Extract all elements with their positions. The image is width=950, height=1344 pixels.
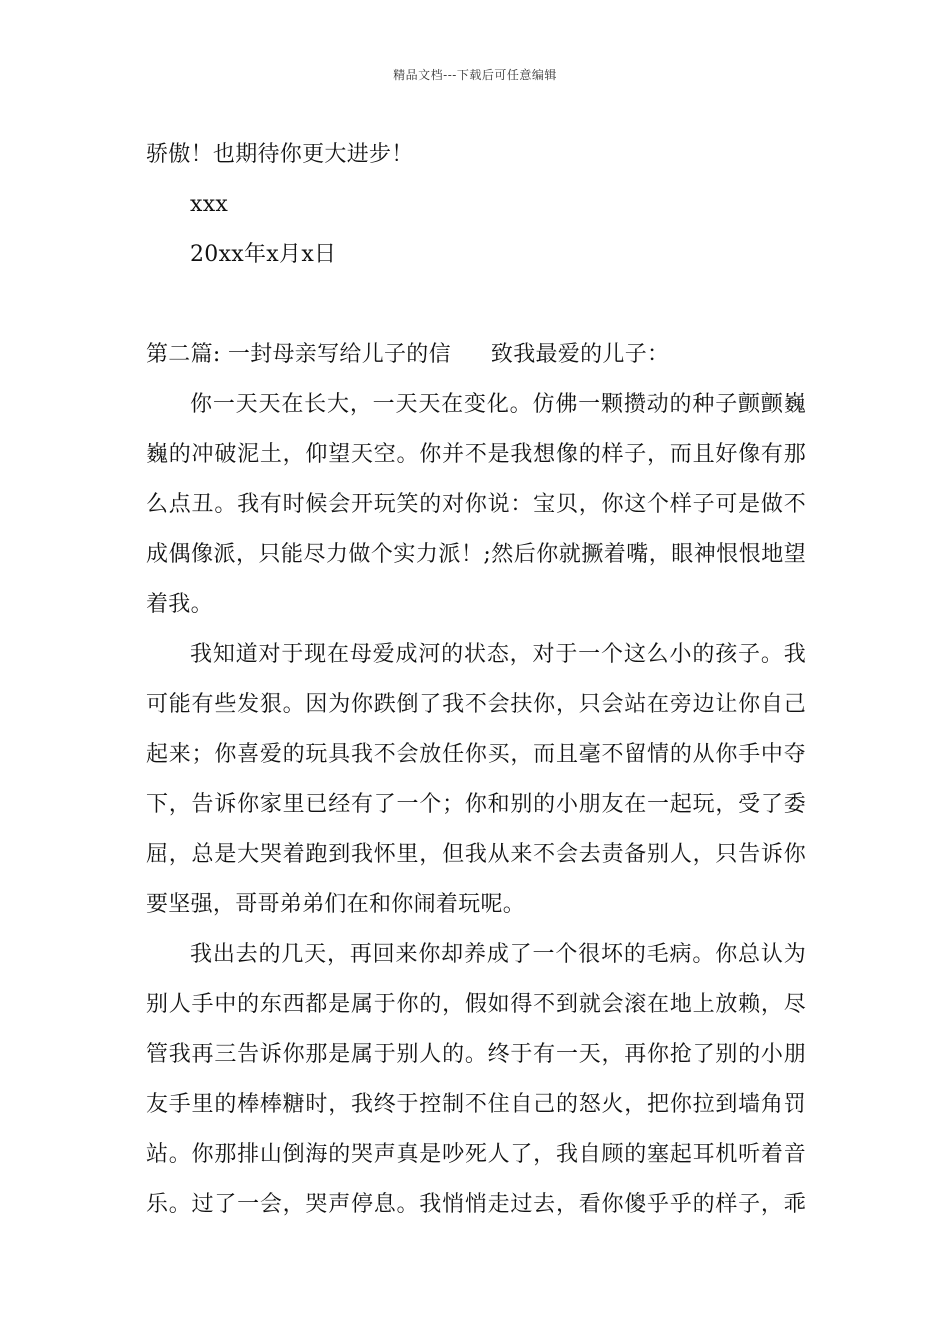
paragraph-line: 下，告诉你家里已经有了一个；你和别的小朋友在一起玩，受了委: [146, 792, 806, 817]
paragraph: [146, 630, 806, 930]
paragraph-line: 屈，总是大哭着跑到我怀里，但我从来不会去责备别人，只告诉你: [146, 842, 806, 867]
salutation: 致我最爱的儿子：: [490, 342, 670, 367]
paragraph-line: 你一天天在长大，一天天在变化。仿佛一颗攒动的种子颤颤巍: [190, 392, 806, 417]
paragraph-line: 起来；你喜爱的玩具我不会放任你买，而且毫不留情的从你手中夺: [146, 742, 806, 767]
paragraph: [146, 930, 806, 1230]
page-header: 精品文档---下载后可任意编辑: [393, 68, 557, 82]
paragraph-line: 友手里的棒棒糖时，我终于控制不住自己的怒火，把你拉到墙角罚: [146, 1092, 806, 1117]
paragraph: [146, 380, 806, 630]
section-gap: [146, 280, 806, 330]
paragraph-line: 巍的冲破泥土，仰望天空。你并不是我想像的样子，而且好像有那: [146, 442, 806, 467]
document-body: [146, 130, 806, 1230]
paragraph-line: 可能有些发狠。因为你跌倒了我不会扶你，只会站在旁边让你自己: [146, 692, 806, 717]
paragraph-line: 别人手中的东西都是属于你的，假如得不到就会滚在地上放赖，尽: [146, 992, 806, 1017]
paragraph-line: 要坚强，哥哥弟弟们在和你闹着玩呢。: [146, 892, 526, 917]
paragraph-line: 乐。过了一会，哭声停息。我悄悄走过去，看你傻乎乎的样子，乖: [146, 1192, 806, 1217]
closing-line: 骄傲！也期待你更大进步！: [146, 142, 414, 167]
section-heading: [146, 330, 806, 380]
paragraph-line: 我出去的几天，再回来你却养成了一个很坏的毛病。你总认为: [190, 942, 806, 967]
paragraph-line: 管我再三告诉你那是属于别人的。终于有一天，再你抢了别的小朋: [146, 1042, 806, 1067]
paragraph-line: 么点丑。我有时候会开玩笑的对你说：宝贝，你这个样子可是做不: [146, 492, 806, 517]
section-title: 第二篇: 一封母亲写给儿子的信: [146, 342, 451, 367]
paragraph-line: 我知道对于现在母爱成河的状态，对于一个这么小的孩子。我: [190, 642, 806, 667]
paragraph-line: 着我。: [146, 592, 213, 617]
paragraph-line: 成偶像派，只能尽力做个实力派！;然后你就撅着嘴，眼神恨恨地望: [146, 542, 806, 567]
signature: xxx: [190, 192, 229, 217]
paragraph-line: 站。你那排山倒海的哭声真是吵死人了，我自顾的塞起耳机听着音: [146, 1142, 806, 1167]
date-line: 20xx年x月x日: [190, 242, 337, 267]
